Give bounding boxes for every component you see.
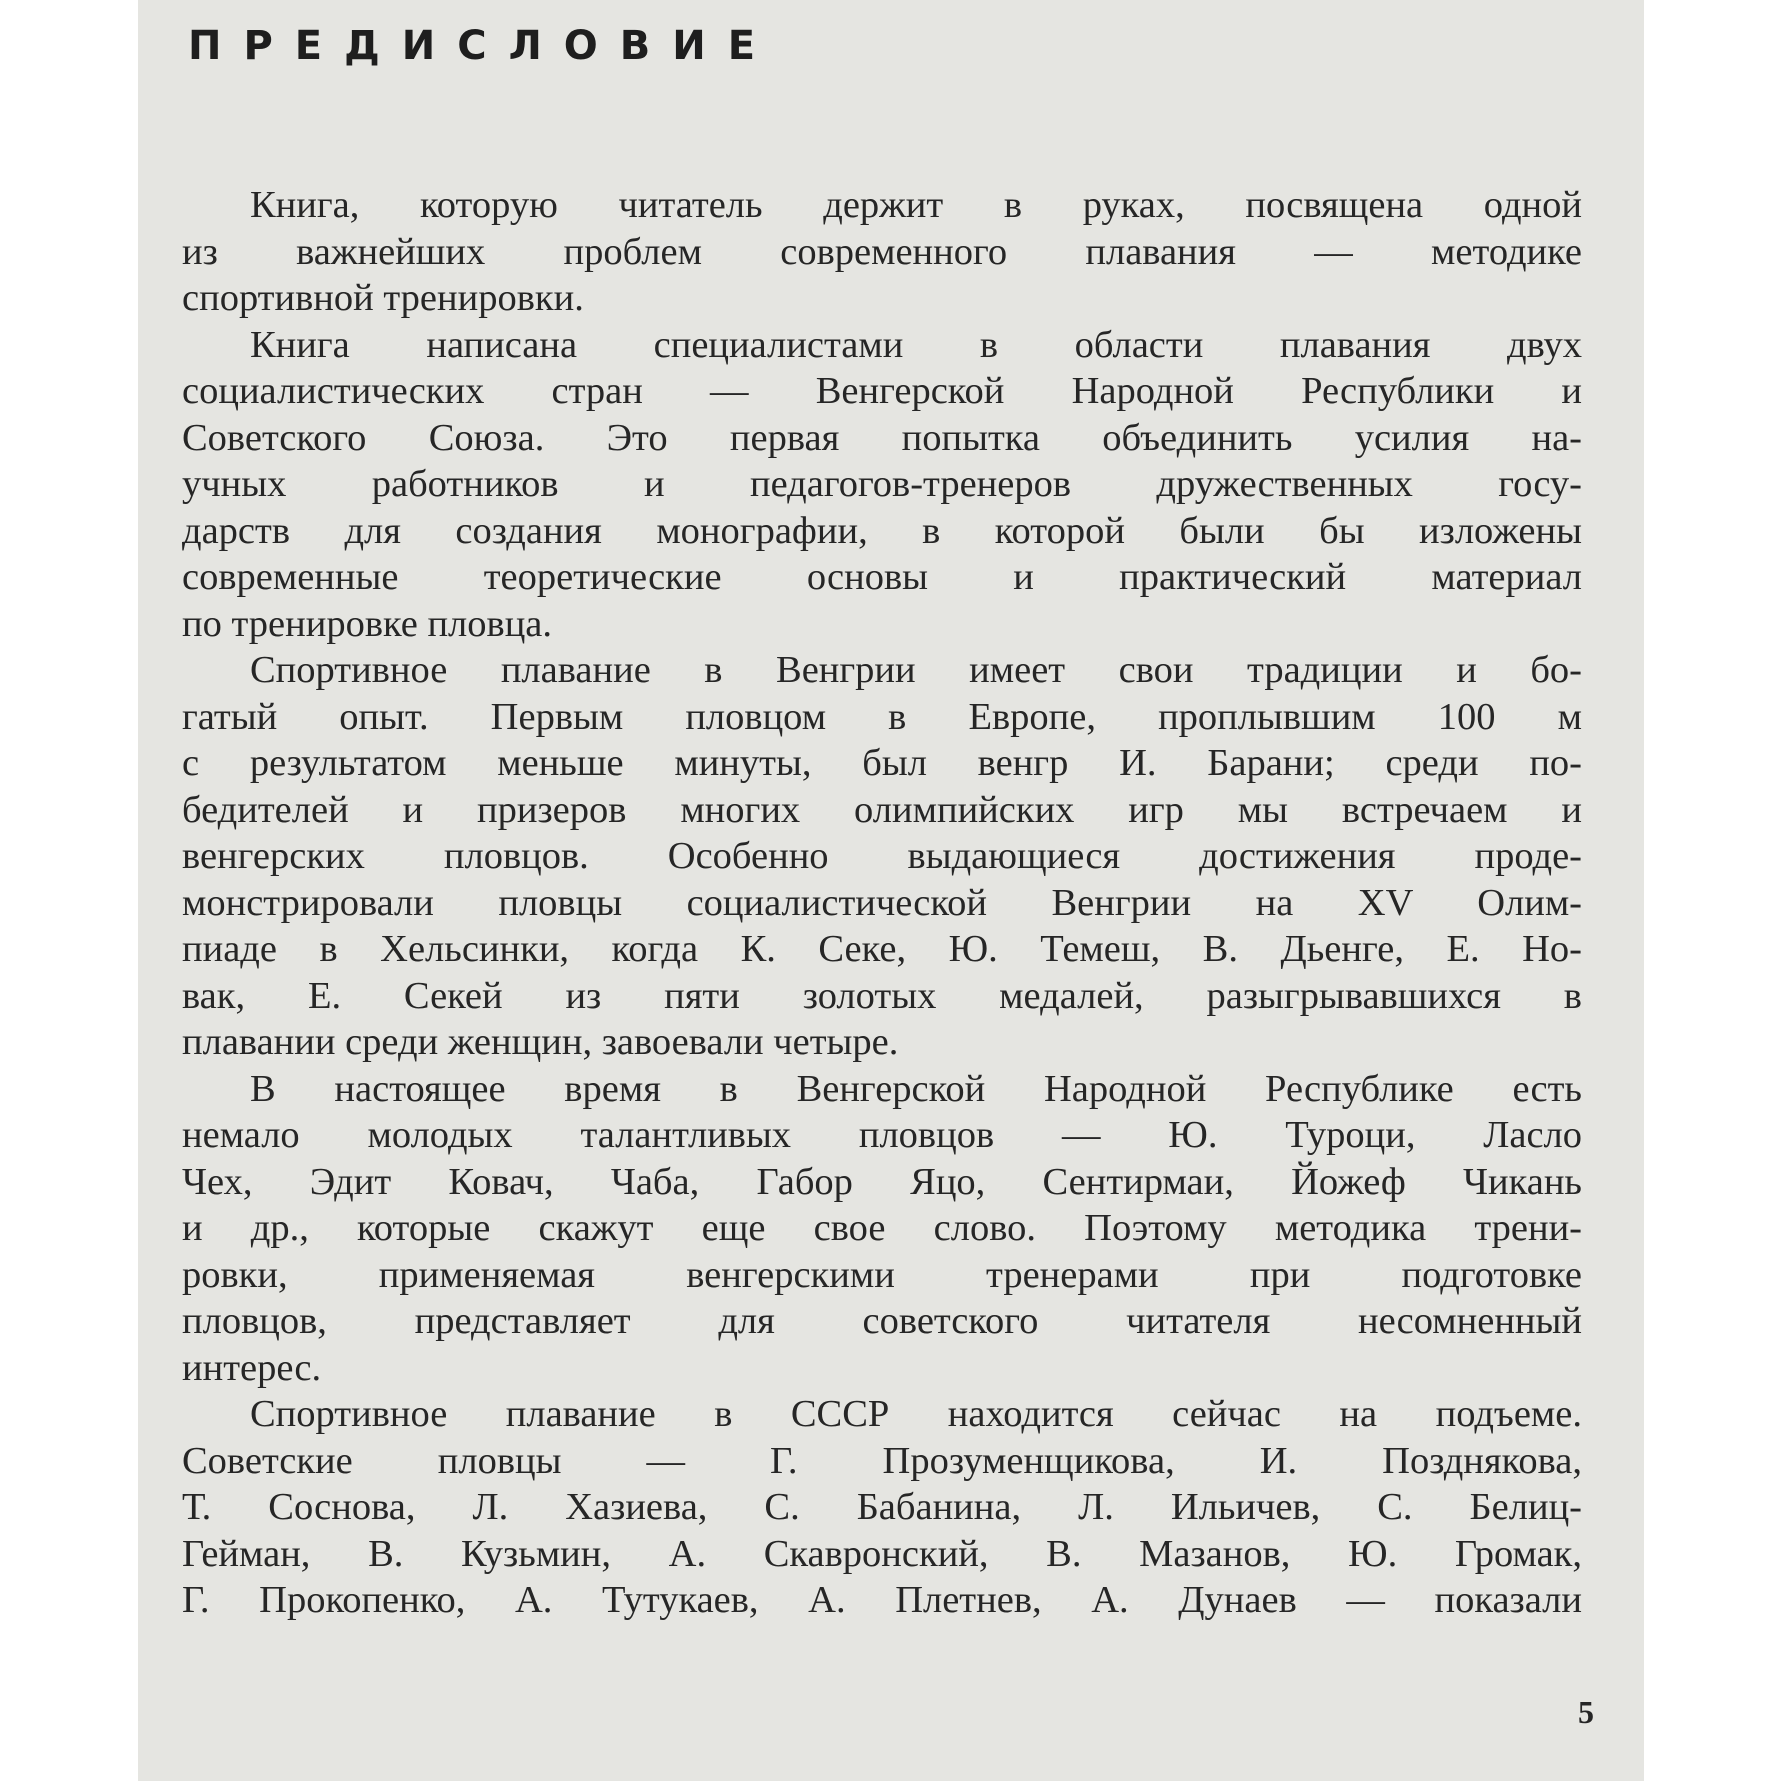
text-line: учных работников и педагогов-тренеров дружественных госу- [182,463,1582,505]
text-line: и др., которые скажут еще свое слово. Поэтому методика трени- [182,1207,1582,1249]
text-line: гатый опыт. Первым пловцом в Европе, проплывшим 100 м [182,695,1582,738]
text-line: ровки, применяемая венгерскими тренерами при подготовке [182,1253,1582,1296]
text-line: Спортивное плавание в СССР находится сейчас на подъеме. [250,1393,1582,1435]
text-line: монстрировали пловцы социалистической Венгрии на XV Олим- [182,881,1582,924]
book-page [138,0,1644,1781]
page-title: ПРЕДИСЛОВИЕ [188,23,778,69]
text-line: по тренировке пловца. [182,602,553,645]
text-line: Книга написана специалистами в области плавания двух [250,323,1582,366]
text-line: Советские пловцы — Г. Прозуменщикова, И. Позднякова, [182,1439,1582,1482]
text-line: Книга, которую читатель держит в руках, посвящена одной [250,184,1582,226]
paragraph [182,647,1582,1066]
text-line: венгерских пловцов. Особенно выдающиеся достижения проде- [182,835,1582,877]
text-line: бедителей и призеров многих олимпийских игр мы встречаем и [182,788,1582,831]
text-line: спортивной тренировки. [182,277,584,319]
text-line: современные теоретические основы и практический материал [182,556,1582,598]
paragraph [182,1391,1582,1624]
page-number: 5 [1578,1694,1594,1730]
text-line: Спортивное плавание в Венгрии имеет свои традиции и бо- [250,649,1582,691]
text-line: В настоящее время в Венгерской Народной Республике есть [250,1067,1582,1110]
text-line: пиаде в Хельсинки, когда К. Секе, Ю. Темеш, В. Дьенге, Е. Но- [182,928,1582,970]
text-line: Чех, Эдит Ковач, Чаба, Габор Яцо, Сентирмаи, Йожеф Чикань [182,1160,1582,1203]
text-line: немало молодых талантливых пловцов — Ю. Туроци, Ласло [182,1114,1582,1156]
text-line: вак, Е. Секей из пяти золотых медалей, разыгрывавшихся в [182,974,1582,1017]
paragraph [182,182,1582,322]
text-line: пловцов, представляет для советского читателя несомненный [182,1300,1582,1342]
body-text [182,182,1582,1624]
text-line: Т. Соснова, Л. Хазиева, С. Бабанина, Л. Ильичев, С. Белиц- [182,1486,1582,1528]
text-line: из важнейших проблем современного плавания — методике [182,230,1582,273]
text-line: дарств для создания монографии, в которой были бы изложены [182,509,1582,552]
text-line: плавании среди женщин, завоевали четыре. [182,1021,899,1063]
text-line: Гейман, В. Кузьмин, А. Скавронский, В. Мазанов, Ю. Громак, [182,1532,1582,1575]
paragraph [182,322,1582,648]
text-line: интерес. [182,1346,322,1389]
paragraph [182,1066,1582,1392]
text-line: Советского Союза. Это первая попытка объединить усилия на- [182,416,1582,459]
text-line: с результатом меньше минуты, был венгр И. Барани; среди по- [182,742,1582,784]
text-line: социалистических стран — Венгерской Народной Республики и [182,370,1582,412]
text-line: Г. Прокопенко, А. Тутукаев, А. Плетнев, А. Дунаев — показали [182,1579,1582,1621]
